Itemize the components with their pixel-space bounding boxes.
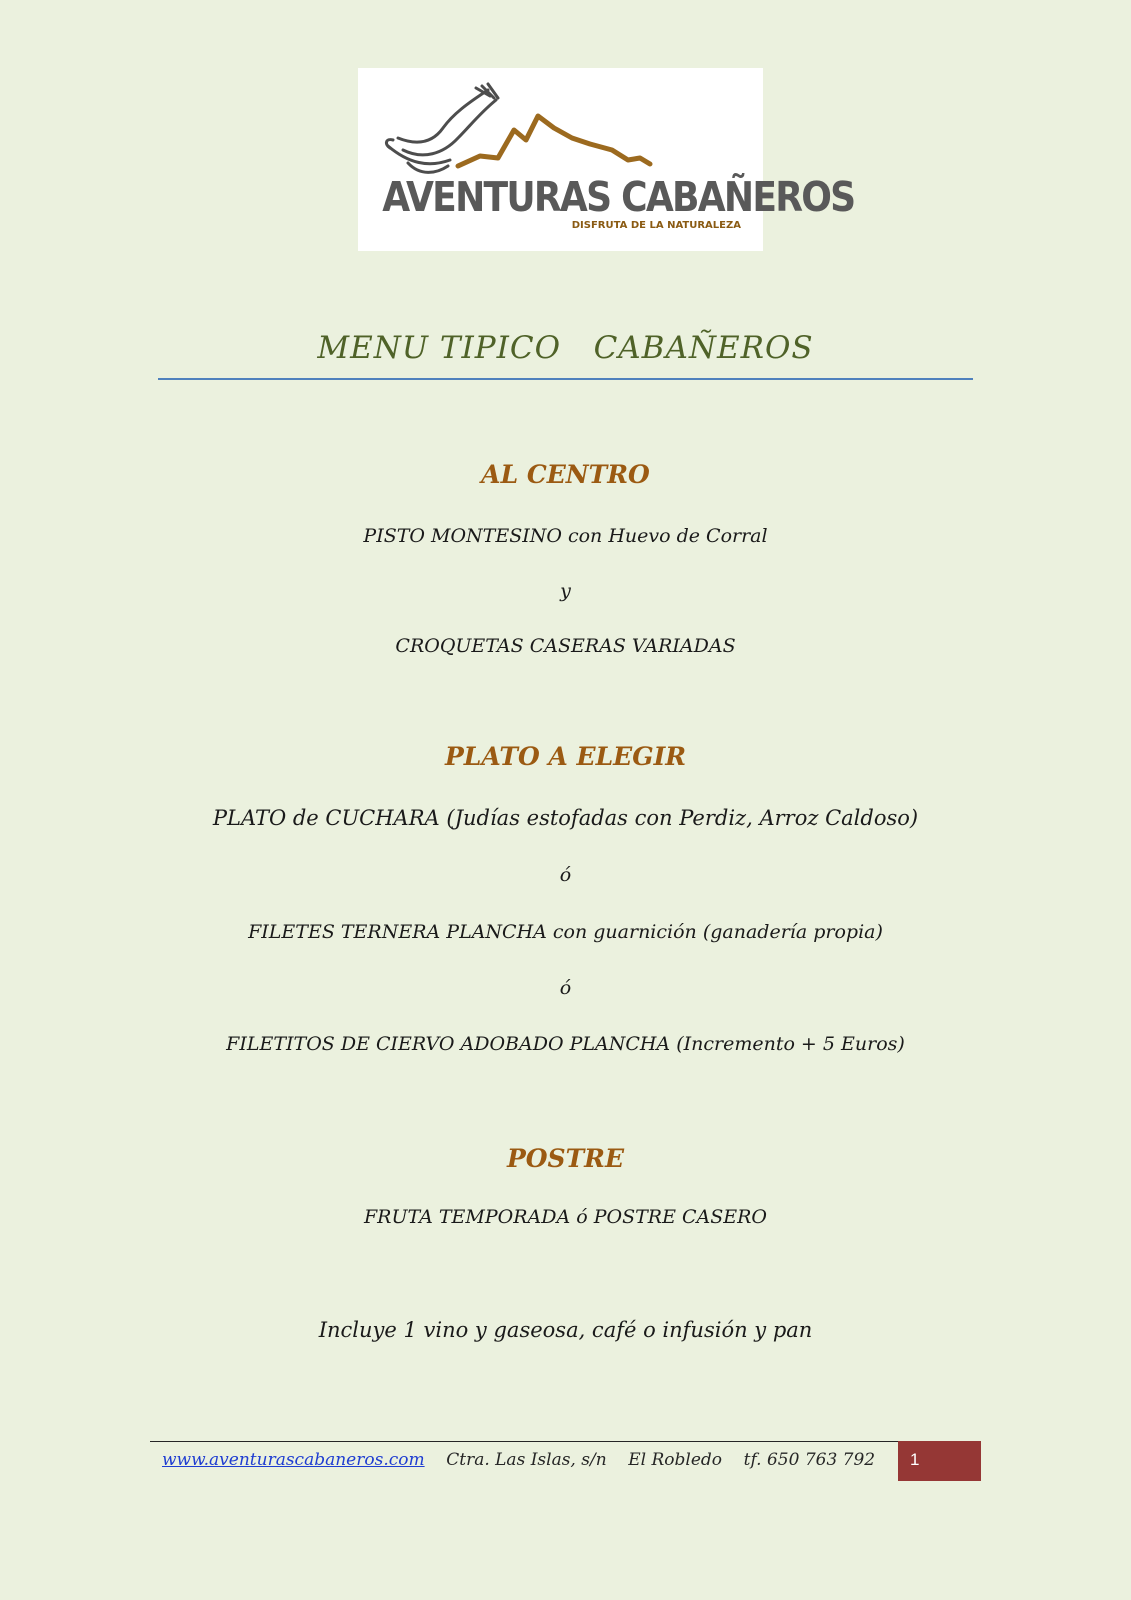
title-underline bbox=[158, 378, 973, 380]
conjunction-y: y bbox=[560, 580, 571, 602]
includes-note: Incluye 1 vino y gaseosa, café o infusión y pan bbox=[318, 1318, 813, 1342]
website-link[interactable]: www.aventurascabaneros.com bbox=[162, 1450, 425, 1470]
section-heading-plato: PLATO A ELEGIR bbox=[444, 742, 687, 771]
logo-name: AVENTURAS CABAÑEROS bbox=[382, 173, 855, 221]
company-logo bbox=[358, 68, 855, 251]
dish-croquetas: CROQUETAS CASERAS VARIADAS bbox=[395, 635, 736, 657]
logo-tagline: DISFRUTA DE LA NATURALEZA bbox=[571, 220, 741, 231]
page-number: 1 bbox=[910, 1450, 920, 1469]
footer-address: Ctra. Las Islas, s/n El Robledo tf. 650 763 792 bbox=[446, 1450, 876, 1470]
footer-rule bbox=[150, 1441, 898, 1442]
footer bbox=[162, 1450, 875, 1470]
dish-filetes-ternera: FILETES TERNERA PLANCHA con guarnición (ganadería propia) bbox=[248, 921, 883, 943]
menu-title: MENU TIPICO CABAÑEROS bbox=[317, 330, 814, 366]
dish-pisto: PISTO MONTESINO con Huevo de Corral bbox=[363, 525, 768, 547]
page-number-box bbox=[898, 1441, 981, 1481]
conjunction-o: ó bbox=[559, 977, 572, 999]
conjunction-o: ó bbox=[559, 864, 572, 886]
section-heading-al-centro: AL CENTRO bbox=[481, 460, 650, 489]
dish-postre: FRUTA TEMPORADA ó POSTRE CASERO bbox=[363, 1206, 768, 1228]
dish-plato-cuchara: PLATO de CUCHARA (Judías estofadas con Perdiz, Arroz Caldoso) bbox=[212, 806, 919, 830]
section-heading-postre: POSTRE bbox=[506, 1144, 625, 1173]
dish-filetitos-ciervo: FILETITOS DE CIERVO ADOBADO PLANCHA (Incremento + 5 Euros) bbox=[226, 1033, 905, 1055]
